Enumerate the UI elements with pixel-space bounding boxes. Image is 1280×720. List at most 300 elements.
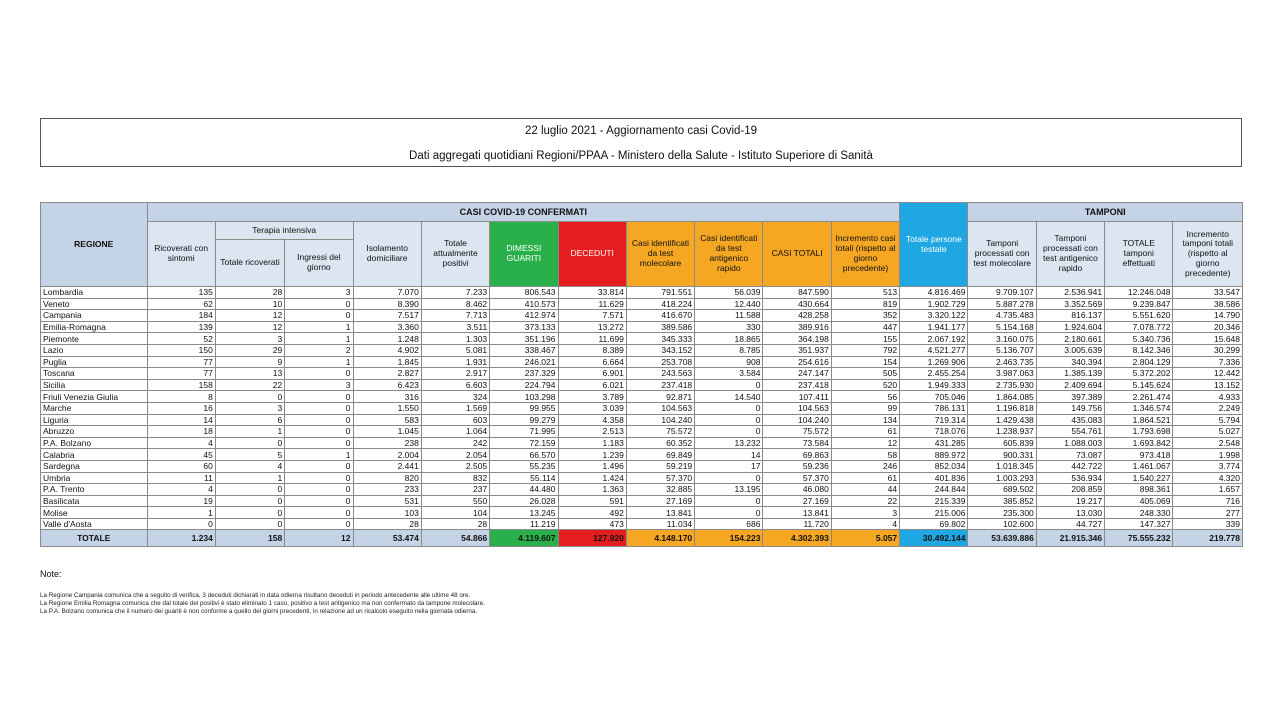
table-cell: 237.329 xyxy=(490,368,558,380)
table-cell: 5.372.202 xyxy=(1105,368,1173,380)
table-cell: 816.137 xyxy=(1036,310,1104,322)
table-cell: 1.363 xyxy=(558,484,626,496)
table-cell: 184 xyxy=(147,310,215,322)
table-cell: 237.418 xyxy=(626,379,694,391)
table-cell: 431.285 xyxy=(900,437,968,449)
table-cell: 832 xyxy=(421,472,489,484)
table-cell: 12.246.048 xyxy=(1105,287,1173,299)
table-cell: 1 xyxy=(215,426,284,438)
table-cell: 1.424 xyxy=(558,472,626,484)
table-cell: 505 xyxy=(831,368,899,380)
region-name: Campania xyxy=(41,310,148,322)
group-header-terapia: Terapia intensiva xyxy=(215,222,353,240)
table-cell: 46.080 xyxy=(763,484,831,496)
table-cell: 72.159 xyxy=(490,437,558,449)
table-cell: 1.018.345 xyxy=(968,460,1036,472)
table-cell: 28 xyxy=(215,287,284,299)
table-cell: 4.933 xyxy=(1173,391,1243,403)
table-cell: 0 xyxy=(285,460,353,472)
table-cell: 15.648 xyxy=(1173,333,1243,345)
table-cell: 401.836 xyxy=(900,472,968,484)
table-cell: 14.540 xyxy=(695,391,763,403)
table-cell: 1.550 xyxy=(353,402,421,414)
table-cell: 1.303 xyxy=(421,333,489,345)
region-name: Basilicata xyxy=(41,495,148,507)
table-cell: 0 xyxy=(215,391,284,403)
table-cell: 147.327 xyxy=(1105,518,1173,530)
table-cell: 45 xyxy=(147,449,215,461)
table-cell: 7.233 xyxy=(421,287,489,299)
region-name: Calabria xyxy=(41,449,148,461)
table-cell: 66.570 xyxy=(490,449,558,461)
table-cell: 0 xyxy=(695,379,763,391)
table-cell: 73.584 xyxy=(763,437,831,449)
table-cell: 0 xyxy=(695,402,763,414)
table-cell: 373.133 xyxy=(490,321,558,333)
region-name: P.A. Trento xyxy=(41,484,148,496)
table-cell: 2.513 xyxy=(558,426,626,438)
col-header-totale-tamponi: TOTALE tamponi effettuati xyxy=(1105,222,1173,287)
table-cell: 1.949.333 xyxy=(900,379,968,391)
table-cell: 0 xyxy=(285,518,353,530)
table-row xyxy=(41,310,1243,322)
table-cell: 149.756 xyxy=(1036,402,1104,414)
table-cell: 0 xyxy=(285,414,353,426)
region-name: Sicilia xyxy=(41,379,148,391)
table-cell: 2.249 xyxy=(1173,402,1243,414)
table-cell: 60 xyxy=(147,460,215,472)
table-cell: 0 xyxy=(285,484,353,496)
table-cell: 9 xyxy=(215,356,284,368)
table-row xyxy=(41,518,1243,530)
table-cell: 0 xyxy=(285,495,353,507)
table-cell: 1.540.227 xyxy=(1105,472,1173,484)
table-cell: 104.563 xyxy=(763,402,831,414)
table-cell: 531 xyxy=(353,495,421,507)
region-name: Sardegna xyxy=(41,460,148,472)
table-cell: 0 xyxy=(285,437,353,449)
table-cell: 33.547 xyxy=(1173,287,1243,299)
region-name: P.A. Bolzano xyxy=(41,437,148,449)
col-header-casi-molecolare: Casi identificati da test molecolare xyxy=(626,222,694,287)
table-cell: 412.974 xyxy=(490,310,558,322)
table-cell: 32.885 xyxy=(626,484,694,496)
table-cell: 973.418 xyxy=(1105,449,1173,461)
table-row xyxy=(41,379,1243,391)
table-cell: 55.235 xyxy=(490,460,558,472)
table-cell: 536.934 xyxy=(1036,472,1104,484)
region-name: Marche xyxy=(41,402,148,414)
table-cell: 4.148.170 xyxy=(626,530,694,547)
table-cell: 550 xyxy=(421,495,489,507)
col-header-tamponi-molecolare: Tamponi processati con test molecolare xyxy=(968,222,1036,287)
table-cell: 69.863 xyxy=(763,449,831,461)
table-cell: 1.238.937 xyxy=(968,426,1036,438)
table-cell: 351.196 xyxy=(490,333,558,345)
col-header-incremento-casi: Incremento casi totali (rispetto al giorno precedente) xyxy=(831,222,899,287)
table-cell: 8.462 xyxy=(421,298,489,310)
table-cell: 12 xyxy=(215,310,284,322)
table-cell: 12 xyxy=(215,321,284,333)
table-cell: 345.333 xyxy=(626,333,694,345)
table-cell: 3 xyxy=(215,333,284,345)
region-name: Veneto xyxy=(41,298,148,310)
table-cell: 820 xyxy=(353,472,421,484)
table-cell: 0 xyxy=(215,518,284,530)
col-header-persone-testate: Totale persone testate xyxy=(900,203,968,287)
table-cell: 5.340.736 xyxy=(1105,333,1173,345)
table-cell: 0 xyxy=(285,310,353,322)
table-cell: 316 xyxy=(353,391,421,403)
report-title-box xyxy=(40,118,1242,167)
table-cell: 2.536.941 xyxy=(1036,287,1104,299)
table-cell: 819 xyxy=(831,298,899,310)
table-cell: 351.937 xyxy=(763,344,831,356)
table-cell: 0 xyxy=(285,368,353,380)
table-cell: 14 xyxy=(695,449,763,461)
table-row xyxy=(41,472,1243,484)
table-cell: 14.790 xyxy=(1173,310,1243,322)
table-row xyxy=(41,368,1243,380)
table-cell: 56.039 xyxy=(695,287,763,299)
table-cell: 5.136.707 xyxy=(968,344,1036,356)
table-cell: 900.331 xyxy=(968,449,1036,461)
table-cell: 10 xyxy=(215,298,284,310)
table-cell: 0 xyxy=(695,472,763,484)
note-line: La P.A. Bolzano comunica che il numero dei guariti è non conforme a quello dei giorni precedenti, in relazione ad un ricalcolo eseguito nella giornata odierna. xyxy=(40,607,478,615)
table-cell: 385.852 xyxy=(968,495,1036,507)
region-name: Liguria xyxy=(41,414,148,426)
table-cell: 0 xyxy=(215,495,284,507)
table-cell: 44.727 xyxy=(1036,518,1104,530)
table-cell: 104.240 xyxy=(626,414,694,426)
table-cell: 244.844 xyxy=(900,484,968,496)
table-cell: 7.078.772 xyxy=(1105,321,1173,333)
table-cell: 19 xyxy=(147,495,215,507)
table-cell: 473 xyxy=(558,518,626,530)
table-cell: 99.955 xyxy=(490,402,558,414)
table-cell: 3.039 xyxy=(558,402,626,414)
table-cell: 11.699 xyxy=(558,333,626,345)
table-cell: 4.358 xyxy=(558,414,626,426)
table-cell: 21.915.346 xyxy=(1036,530,1104,547)
table-cell: 520 xyxy=(831,379,899,391)
table-cell: 71.995 xyxy=(490,426,558,438)
table-cell: 104.563 xyxy=(626,402,694,414)
table-cell: 246 xyxy=(831,460,899,472)
table-cell: 4 xyxy=(147,484,215,496)
table-cell: 17 xyxy=(695,460,763,472)
table-cell: 11.588 xyxy=(695,310,763,322)
table-cell: 410.573 xyxy=(490,298,558,310)
col-header-totale-ricoverati-ti: Totale ricoverati xyxy=(215,240,284,287)
table-cell: 158 xyxy=(147,379,215,391)
table-cell: 0 xyxy=(215,437,284,449)
col-header-ricoverati: Ricoverati con sintomi xyxy=(147,222,215,287)
table-cell: 5.551.620 xyxy=(1105,310,1173,322)
table-cell: 1.234 xyxy=(147,530,215,547)
table-cell: 2.917 xyxy=(421,368,489,380)
table-cell: 242 xyxy=(421,437,489,449)
table-cell: 92.871 xyxy=(626,391,694,403)
table-cell: 1.385.139 xyxy=(1036,368,1104,380)
table-cell: 75.555.232 xyxy=(1105,530,1173,547)
table-cell: 1.793.698 xyxy=(1105,426,1173,438)
table-row xyxy=(41,449,1243,461)
table-cell: 2.735.930 xyxy=(968,379,1036,391)
note-line: La Regione Emilia Romagna comunica che dal totale dei positivi è stato eliminato 1 caso, positivo a test antigenico ma non confermato da tampone molecolare. xyxy=(40,599,485,607)
table-cell: 1.902.729 xyxy=(900,298,968,310)
table-cell: 4.735.483 xyxy=(968,310,1036,322)
table-cell: 11.629 xyxy=(558,298,626,310)
table-cell: 786.131 xyxy=(900,402,968,414)
table-cell: 418.224 xyxy=(626,298,694,310)
table-cell: 718.076 xyxy=(900,426,968,438)
table-cell: 1.196.818 xyxy=(968,402,1036,414)
table-cell: 8.142.346 xyxy=(1105,344,1173,356)
table-cell: 1.941.177 xyxy=(900,321,968,333)
table-cell: 1.346.574 xyxy=(1105,402,1173,414)
table-cell: 30.299 xyxy=(1173,344,1243,356)
table-cell: 2.441 xyxy=(353,460,421,472)
table-row xyxy=(41,402,1243,414)
table-cell: 20.346 xyxy=(1173,321,1243,333)
table-row xyxy=(41,333,1243,345)
table-cell: 8.785 xyxy=(695,344,763,356)
table-cell: 1.269.906 xyxy=(900,356,968,368)
table-cell: 435.083 xyxy=(1036,414,1104,426)
table-cell: 28 xyxy=(421,518,489,530)
table-cell: 1.864.085 xyxy=(968,391,1036,403)
table-cell: 12 xyxy=(831,437,899,449)
group-header-tamponi: TAMPONI xyxy=(968,203,1243,222)
table-cell: 3.352.569 xyxy=(1036,298,1104,310)
table-row xyxy=(41,287,1243,299)
table-cell: 7.517 xyxy=(353,310,421,322)
table-cell: 59.219 xyxy=(626,460,694,472)
table-cell: 3 xyxy=(215,402,284,414)
table-cell: 2.463.735 xyxy=(968,356,1036,368)
table-cell: 27.169 xyxy=(763,495,831,507)
table-cell: 716 xyxy=(1173,495,1243,507)
table-cell: 56 xyxy=(831,391,899,403)
table-cell: 6.603 xyxy=(421,379,489,391)
table-cell: 5.887.278 xyxy=(968,298,1036,310)
table-cell: 104 xyxy=(421,507,489,519)
table-cell: 806.543 xyxy=(490,287,558,299)
table-cell: 847.590 xyxy=(763,287,831,299)
table-cell: 5 xyxy=(215,449,284,461)
table-cell: 389.916 xyxy=(763,321,831,333)
table-cell: 1 xyxy=(285,356,353,368)
table-cell: 14 xyxy=(147,414,215,426)
table-cell: 4.119.607 xyxy=(490,530,558,547)
table-cell: 705.046 xyxy=(900,391,968,403)
table-cell: 9.239.847 xyxy=(1105,298,1173,310)
table-cell: 2.054 xyxy=(421,449,489,461)
table-cell: 1 xyxy=(147,507,215,519)
region-name: Lombardia xyxy=(41,287,148,299)
table-cell: 12.442 xyxy=(1173,368,1243,380)
table-cell: 2.455.254 xyxy=(900,368,968,380)
col-header-ingressi-giorno: Ingressi del giorno xyxy=(285,240,353,287)
table-cell: 1.864.521 xyxy=(1105,414,1173,426)
table-cell: 75.572 xyxy=(763,426,831,438)
table-cell: 28 xyxy=(353,518,421,530)
table-cell: 237 xyxy=(421,484,489,496)
table-cell: 69.802 xyxy=(900,518,968,530)
table-cell: 0 xyxy=(695,507,763,519)
table-cell: 134 xyxy=(831,414,899,426)
table-cell: 397.389 xyxy=(1036,391,1104,403)
table-cell: 908 xyxy=(695,356,763,368)
table-cell: 73.087 xyxy=(1036,449,1104,461)
table-cell: 4.902 xyxy=(353,344,421,356)
region-name: Puglia xyxy=(41,356,148,368)
table-row xyxy=(41,391,1243,403)
table-cell: 0 xyxy=(285,507,353,519)
table-cell: 53.474 xyxy=(353,530,421,547)
table-cell: 53.639.886 xyxy=(968,530,1036,547)
table-cell: 852.034 xyxy=(900,460,968,472)
table-cell: 13.245 xyxy=(490,507,558,519)
table-cell: 13.152 xyxy=(1173,379,1243,391)
table-cell: 52 xyxy=(147,333,215,345)
table-cell: 18 xyxy=(147,426,215,438)
table-cell: 248.330 xyxy=(1105,507,1173,519)
table-cell: 330 xyxy=(695,321,763,333)
table-cell: 2.004 xyxy=(353,449,421,461)
table-cell: 62 xyxy=(147,298,215,310)
table-cell: 324 xyxy=(421,391,489,403)
table-row xyxy=(41,298,1243,310)
table-cell: 352 xyxy=(831,310,899,322)
table-cell: 237.418 xyxy=(763,379,831,391)
table-cell: 103.298 xyxy=(490,391,558,403)
table-cell: 135 xyxy=(147,287,215,299)
region-name: Friuli Venezia Giulia xyxy=(41,391,148,403)
table-cell: 6.021 xyxy=(558,379,626,391)
table-cell: 54.866 xyxy=(421,530,489,547)
table-cell: 155 xyxy=(831,333,899,345)
table-cell: 0 xyxy=(285,391,353,403)
region-name: Umbria xyxy=(41,472,148,484)
table-row xyxy=(41,426,1243,438)
table-row xyxy=(41,344,1243,356)
table-cell: 1.998 xyxy=(1173,449,1243,461)
col-header-dimessi-guariti: DIMESSI GUARITI xyxy=(490,222,558,287)
table-cell: 0 xyxy=(285,426,353,438)
table-cell: 0 xyxy=(215,484,284,496)
table-cell: 0 xyxy=(695,414,763,426)
table-cell: 3 xyxy=(831,507,899,519)
table-cell: 22 xyxy=(831,495,899,507)
table-cell: 3.789 xyxy=(558,391,626,403)
table-cell: 29 xyxy=(215,344,284,356)
table-cell: 7.070 xyxy=(353,287,421,299)
table-cell: 686 xyxy=(695,518,763,530)
region-name: Lazio xyxy=(41,344,148,356)
table-cell: 0 xyxy=(285,402,353,414)
table-cell: 19.217 xyxy=(1036,495,1104,507)
table-cell: 99.279 xyxy=(490,414,558,426)
table-cell: 2.409.694 xyxy=(1036,379,1104,391)
table-cell: 208.859 xyxy=(1036,484,1104,496)
table-cell: 4 xyxy=(215,460,284,472)
table-cell: 1.461.067 xyxy=(1105,460,1173,472)
table-cell: 247.147 xyxy=(763,368,831,380)
table-cell: 12.440 xyxy=(695,298,763,310)
table-cell: 4 xyxy=(147,437,215,449)
table-cell: 364.198 xyxy=(763,333,831,345)
col-header-incremento-tamponi: Incremento tamponi totali (rispetto al giorno precedente) xyxy=(1173,222,1243,287)
table-cell: 107.411 xyxy=(763,391,831,403)
table-cell: 6.423 xyxy=(353,379,421,391)
table-cell: 26.028 xyxy=(490,495,558,507)
table-cell: 2 xyxy=(285,344,353,356)
table-cell: 58 xyxy=(831,449,899,461)
table-cell: 1.693.842 xyxy=(1105,437,1173,449)
table-cell: 77 xyxy=(147,356,215,368)
table-cell: 1.429.438 xyxy=(968,414,1036,426)
table-cell: 1.088.003 xyxy=(1036,437,1104,449)
table-cell: 18.865 xyxy=(695,333,763,345)
table-cell: 103 xyxy=(353,507,421,519)
table-cell: 583 xyxy=(353,414,421,426)
table-cell: 3.320.122 xyxy=(900,310,968,322)
table-cell: 16 xyxy=(147,402,215,414)
table-cell: 7.571 xyxy=(558,310,626,322)
table-cell: 1.931 xyxy=(421,356,489,368)
table-cell: 416.670 xyxy=(626,310,694,322)
table-cell: 3.987.063 xyxy=(968,368,1036,380)
region-name: Emilia-Romagna xyxy=(41,321,148,333)
table-row xyxy=(41,507,1243,519)
table-cell: 139 xyxy=(147,321,215,333)
col-header-regione: REGIONE xyxy=(41,203,148,287)
table-cell: 0 xyxy=(285,472,353,484)
table-row xyxy=(41,460,1243,472)
table-cell: 55.114 xyxy=(490,472,558,484)
table-cell: 428.258 xyxy=(763,310,831,322)
table-row xyxy=(41,356,1243,368)
table-cell: 8 xyxy=(147,391,215,403)
table-cell: 430.664 xyxy=(763,298,831,310)
table-cell: 1.845 xyxy=(353,356,421,368)
table-cell: 13.272 xyxy=(558,321,626,333)
table-cell: 791.551 xyxy=(626,287,694,299)
table-cell: 1.657 xyxy=(1173,484,1243,496)
region-name: Piemonte xyxy=(41,333,148,345)
table-cell: 2.505 xyxy=(421,460,489,472)
table-cell: 603 xyxy=(421,414,489,426)
table-cell: 246.021 xyxy=(490,356,558,368)
table-row xyxy=(41,437,1243,449)
table-cell: 3.005.639 xyxy=(1036,344,1104,356)
table-cell: 104.240 xyxy=(763,414,831,426)
table-cell: 338.467 xyxy=(490,344,558,356)
notes-heading: Note: xyxy=(40,569,62,579)
table-cell: 7.713 xyxy=(421,310,489,322)
table-cell: 219.778 xyxy=(1173,530,1243,547)
table-cell: 8.390 xyxy=(353,298,421,310)
table-cell: 243.563 xyxy=(626,368,694,380)
table-cell: 127.920 xyxy=(558,530,626,547)
table-cell: 591 xyxy=(558,495,626,507)
table-cell: 6.664 xyxy=(558,356,626,368)
table-cell: 3.584 xyxy=(695,368,763,380)
table-cell: 0 xyxy=(147,518,215,530)
